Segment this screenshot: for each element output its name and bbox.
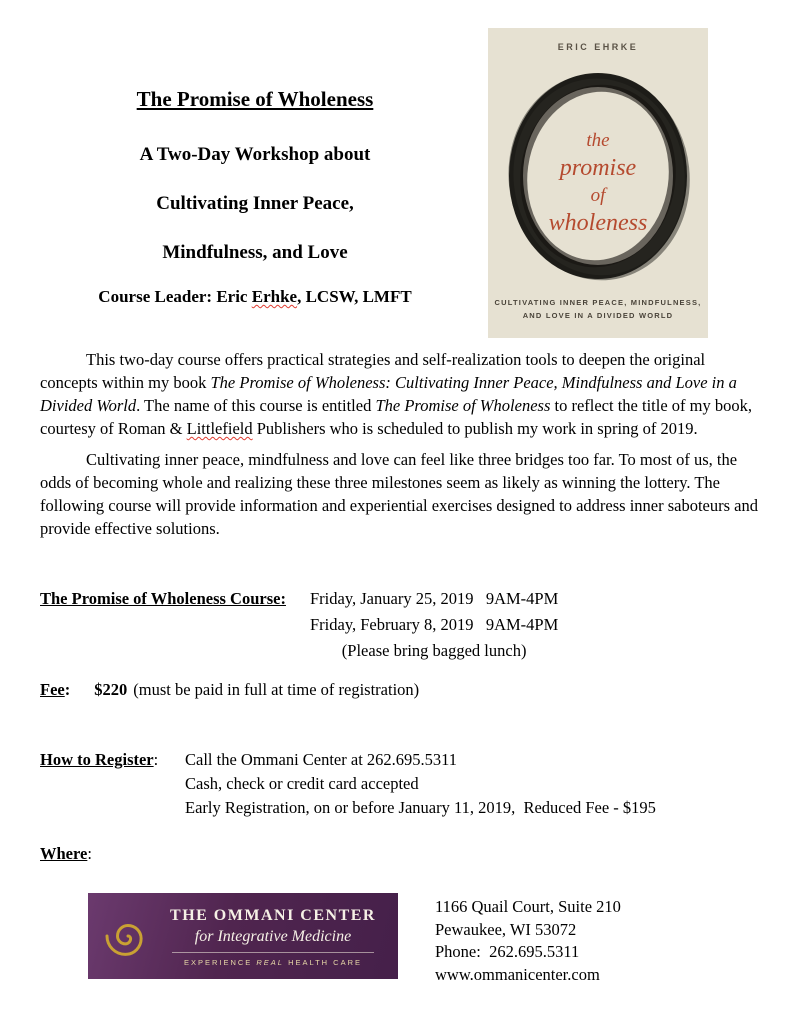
course-note: (Please bring bagged lunch) bbox=[341, 641, 527, 660]
p1-seg5a: to reflect the title of my book, courtesy of Roman & bbox=[40, 396, 752, 438]
ommani-logo-banner bbox=[88, 893, 398, 979]
register-line-3: Early Registration, on or before January 11, 2019, Reduced Fee - $195 bbox=[185, 798, 656, 817]
p1-seg5c: Publishers who is scheduled to publish my work in spring of 2019. bbox=[252, 419, 698, 438]
address-line-2: Pewaukee, WI 53072 bbox=[435, 919, 577, 939]
fee-label: Fee bbox=[40, 680, 65, 699]
course-schedule bbox=[40, 586, 558, 664]
spiral-icon bbox=[100, 908, 156, 964]
book-author: ERIC EHRKE bbox=[557, 42, 639, 52]
book-title-line-3: of bbox=[590, 185, 606, 206]
book-title-line-2: promise bbox=[559, 155, 637, 181]
tagline-pre: EXPERIENCE bbox=[183, 957, 257, 967]
tagline-post: HEALTH CARE bbox=[283, 957, 363, 967]
book-tagline-line-1: CULTIVATING INNER PEACE, MINDFULNESS, bbox=[494, 298, 702, 307]
ommani-subname: for Integrative Medicine bbox=[194, 927, 352, 945]
course-date-1: Friday, January 25, 2019 9AM-4PM bbox=[310, 589, 559, 608]
course-label: The Promise of Wholeness Course: bbox=[40, 589, 286, 608]
p1-seg1: This two-day course offers practical strategies and self-realization tools to deepen the original concepts within my book bbox=[40, 350, 706, 392]
page-title: The Promise of Wholeness bbox=[136, 87, 374, 111]
register-label-text: How to Register bbox=[40, 750, 154, 769]
p1-seg3: . The name of this course is entitled bbox=[136, 396, 376, 415]
where-label: Where bbox=[40, 844, 88, 863]
book-title-line-4: wholeness bbox=[548, 210, 648, 236]
p1-book-title-short: The Promise of Wholeness bbox=[375, 396, 551, 415]
contact-info bbox=[435, 896, 621, 986]
course-leader-pre: Course Leader: Eric bbox=[98, 287, 252, 306]
register-colon: : bbox=[153, 750, 159, 769]
ommani-tagline bbox=[172, 952, 373, 967]
subtitle-line-3: Mindfulness, and Love bbox=[162, 242, 348, 263]
tagline-em: REAL bbox=[256, 957, 284, 967]
intro-text bbox=[40, 348, 764, 548]
book-title bbox=[488, 128, 708, 238]
subtitle-line-1: A Two-Day Workshop about bbox=[139, 144, 371, 165]
phone-line: Phone: 262.695.5311 bbox=[435, 942, 580, 961]
subtitle-line-2: Cultivating Inner Peace, bbox=[156, 193, 354, 214]
ommani-logo-text bbox=[156, 906, 398, 967]
book-cover bbox=[488, 28, 708, 338]
course-leader bbox=[40, 286, 470, 308]
register-line-1: Call the Ommani Center at 262.695.5311 bbox=[185, 750, 458, 769]
course-dates bbox=[310, 586, 558, 664]
book-tagline bbox=[488, 296, 708, 322]
register-line-2: Cash, check or credit card accepted bbox=[185, 774, 419, 793]
course-date-2: Friday, February 8, 2019 9AM-4PM bbox=[310, 615, 559, 634]
ommani-name: THE OMMANI CENTER bbox=[170, 906, 376, 924]
register-lines bbox=[185, 748, 656, 820]
register-label bbox=[40, 748, 185, 820]
course-leader-post: , LCSW, LMFT bbox=[297, 287, 412, 306]
where-section bbox=[40, 842, 92, 866]
where-colon: : bbox=[87, 844, 92, 863]
fee-section bbox=[40, 678, 419, 702]
header bbox=[40, 86, 470, 308]
book-tagline-line-2: AND LOVE IN A DIVIDED WORLD bbox=[522, 311, 674, 320]
fee-colon: : bbox=[64, 680, 71, 699]
intro-paragraph-2 bbox=[40, 448, 764, 540]
p2-text: Cultivating inner peace, mindfulness and love can feel like three bridges too far. To most of us, the odds of becoming whole and realizing these three milestones seem as likely as winning the lottery. The following course will provide information and experiential exercises designed to address inner saboteurs and provide effective solutions. bbox=[40, 450, 758, 538]
fee-amount: $220 bbox=[94, 680, 128, 699]
website-link[interactable]: www.ommanicenter.com bbox=[435, 964, 600, 984]
p1-publisher-name: Littlefield bbox=[186, 419, 253, 438]
intro-paragraph-1 bbox=[40, 348, 764, 440]
book-title-line-1: the bbox=[586, 130, 610, 151]
register-section bbox=[40, 748, 656, 820]
fee-detail: (must be paid in full at time of registration) bbox=[133, 680, 420, 699]
address-line-1: 1166 Quail Court, Suite 210 bbox=[435, 897, 621, 916]
course-leader-name: Erhke bbox=[251, 287, 298, 306]
p1-book-title-full: The Promise of Wholeness: Cultivating Inner Peace, Mindfulness and Love in a Divided World bbox=[40, 373, 737, 415]
